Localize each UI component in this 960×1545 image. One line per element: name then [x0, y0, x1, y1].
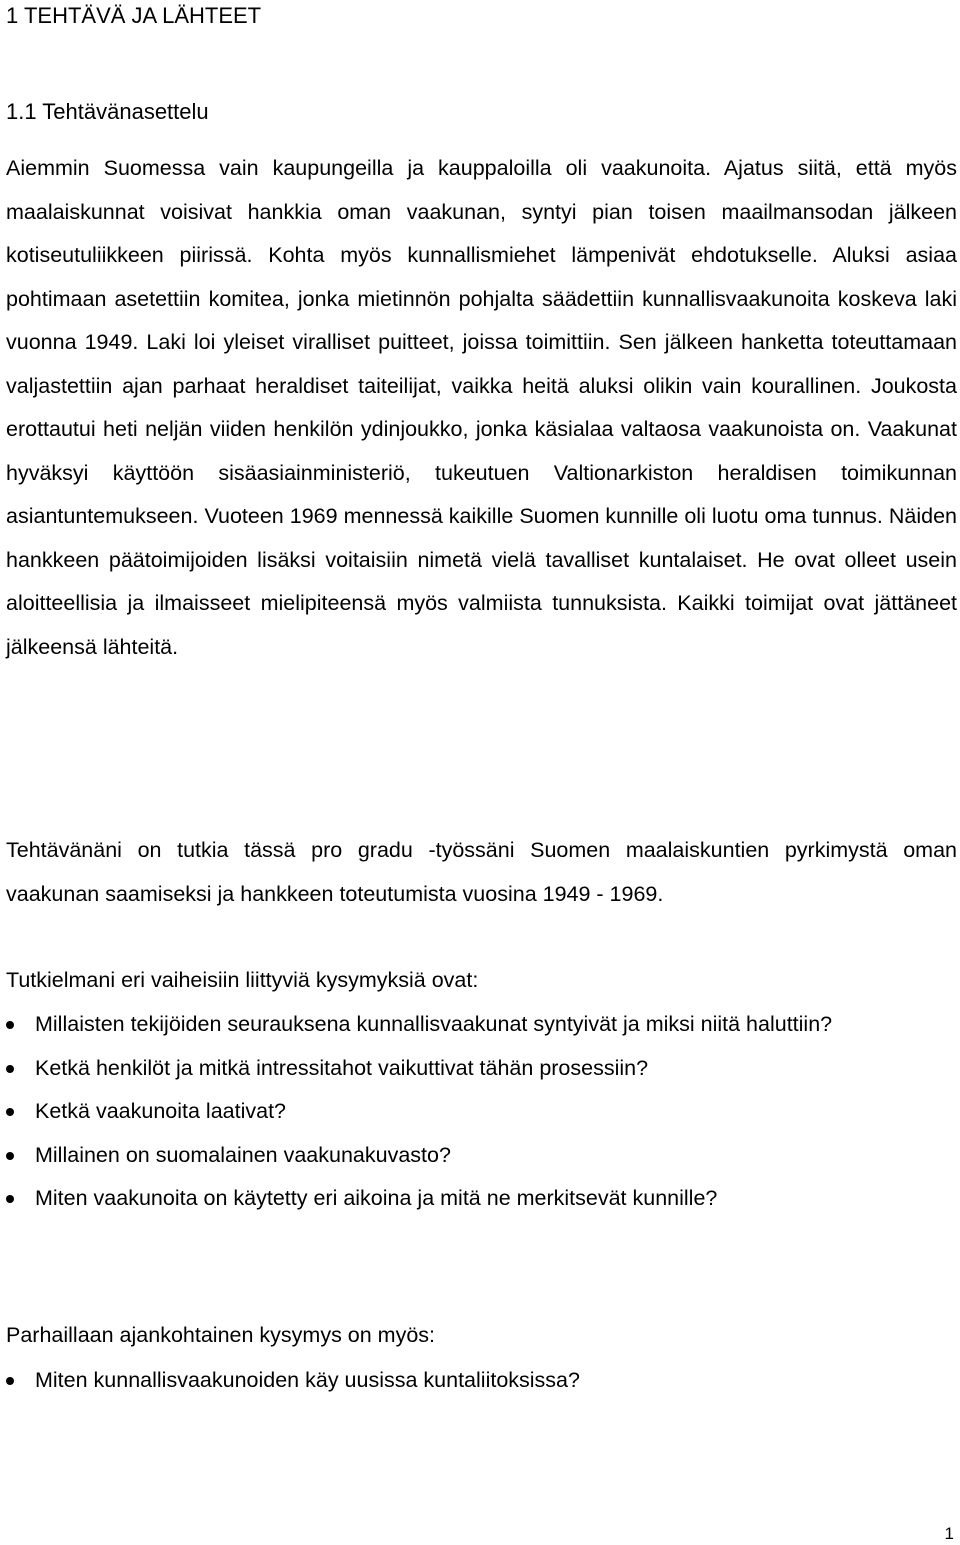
page-number: 1 [944, 1524, 954, 1543]
bullet-icon [6, 1108, 14, 1116]
list-item-text: Miten vaakunoita on käytetty eri aikoina ja mitä ne merkitsevät kunnille? [35, 1186, 718, 1210]
current-questions-list [6, 1359, 957, 1403]
bullet-icon [6, 1377, 14, 1385]
list-item-text: Ketkä vaakunoita laativat? [35, 1099, 286, 1123]
list-item [6, 1359, 957, 1403]
bullet-icon [6, 1065, 14, 1073]
list-item [6, 1177, 957, 1221]
chapter-heading: 1 TEHTÄVÄ JA LÄHTEET [6, 3, 262, 28]
list-item-text: Ketkä henkilöt ja mitkä intressitahot vaikuttivat tähän prosessiin? [35, 1055, 649, 1080]
list-item [6, 1134, 957, 1178]
list-item [6, 1047, 957, 1091]
intro-paragraph: Aiemmin Suomessa vain kaupungeilla ja kauppaloilla oli vaakunoita. Ajatus siitä, että myös maalaiskunnat voisivat hankkia oman vaakunan, syntyi pian toisen maailmansodan jälkeen kotiseutuliikkeen piirissä. Kohta myös kunnallismiehet lämpenivät ehdotukselle. Aluksi asiaa pohtimaan asetettiin komitea, jonka mietinnön pohjalta säädettiin kunnallisvaakunoita koskeva laki vuonna 1949. Laki loi yleiset viralliset puitteet, joissa toimittiin. Sen jälkeen hanketta toteuttamaan valjastettiin ajan parhaat heraldiset taiteilijat, vaikka heitä aluksi olikin vain kourallinen. Joukosta erottautui heti neljän viiden henkilön ydinjoukko, jonka käsialaa valtaosa vaakunoista on. Vaakunat hyväksyi käyttöön sisäasiainministeriö, tukeutuen Valtionarkiston heraldisen toimikunnan asiantuntemukseen. Vuoteen 1969 mennessä kaikille Suomen kunnille oli luotu oma tunnus. Näiden hankkeen päätoimijoiden lisäksi voitaisiin nimetä vielä tavalliset kuntalaiset. He ovat olleet usein aloitteellisia ja ilmaisseet mielipiteensä myös valmiista tunnuksista. Kaikki toimijat ovat jättäneet jälkeensä lähteitä. [6, 156, 957, 659]
research-questions-list [6, 1003, 957, 1221]
list-item [6, 1090, 957, 1134]
current-question-intro: Parhaillaan ajankohtainen kysymys on myös: [6, 1323, 436, 1347]
section-heading: 1.1 Tehtävänasettelu [6, 99, 209, 124]
list-item-text: Miten kunnallisvaakunoiden käy uusissa kuntaliitoksissa? [35, 1368, 580, 1392]
task-paragraph: Tehtävänäni on tutkia tässä pro gradu -työssäni Suomen maalaiskuntien pyrkimystä oman vaakunan saamiseksi ja hankkeen toteutumista vuosina 1949 - 1969. [6, 838, 957, 906]
questions-intro: Tutkielmani eri vaiheisiin liittyviä kysymyksiä ovat: [6, 968, 479, 992]
list-item [6, 1003, 957, 1047]
bullet-icon [6, 1152, 14, 1160]
bullet-icon [6, 1021, 14, 1029]
bullet-icon [6, 1195, 14, 1203]
list-item-text: Millaisten tekijöiden seurauksena kunnallisvaakunat syntyivät ja miksi niitä haluttiin? [35, 1012, 833, 1036]
list-item-text: Millainen on suomalainen vaakunakuvasto? [35, 1142, 451, 1167]
